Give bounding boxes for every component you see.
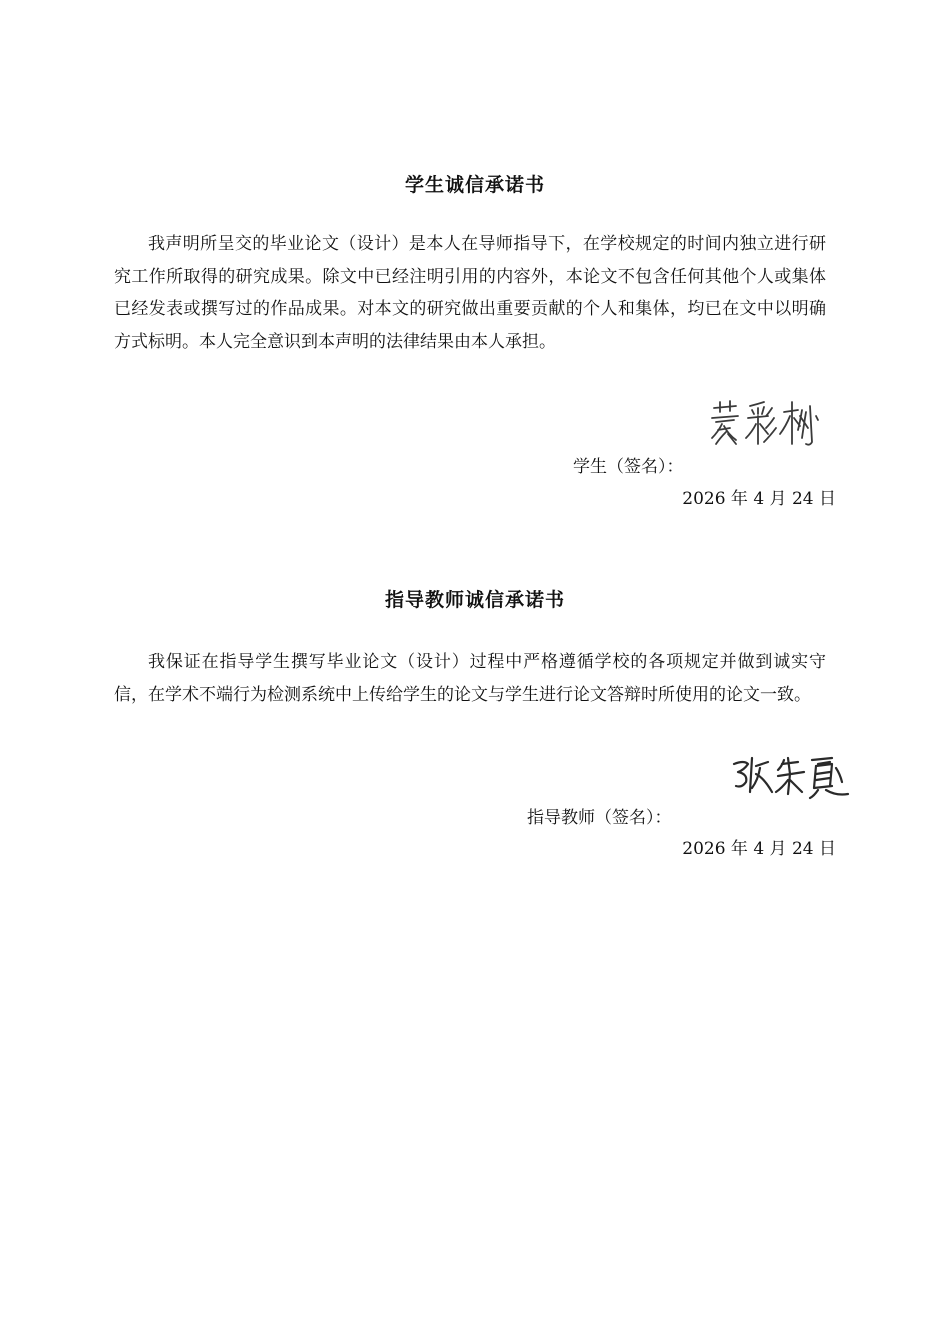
student-handwritten-signature [706, 398, 826, 450]
teacher-pledge-body: 我保证在指导学生撰写毕业论文（设计）过程中严格遵循学校的各项规定并做到诚实守信，在学术不端行为检测系统中上传给学生的论文与学生进行论文答辩时所使用的论文一致。 [114, 652, 826, 705]
student-pledge-body: 我声明所呈交的毕业论文（设计）是本人在导师指导下，在学校规定的时间内独立进行研究工作所取得的研究成果。除文中已经注明引用的内容外，本论文不包含任何其他个人或集体已经发表或撰写过的作品成果。对本文的研究做出重要贡献的个人和集体，均已在文中以明确方式标明。本人完全意识到本声明的法律结果由本人承担。 [114, 234, 826, 352]
student-pledge-title: 学生诚信承诺书 [404, 174, 545, 196]
teacher-signature-label: 指导教师（签名）： [527, 808, 672, 828]
teacher-pledge-title: 指导教师诚信承诺书 [384, 589, 565, 611]
teacher-signature-date: 2026 年 4 月 24 日 [682, 839, 836, 859]
student-signature-label: 学生（签名）： [573, 457, 684, 477]
teacher-handwritten-signature [728, 752, 854, 800]
student-signature-date: 2026 年 4 月 24 日 [682, 489, 836, 509]
